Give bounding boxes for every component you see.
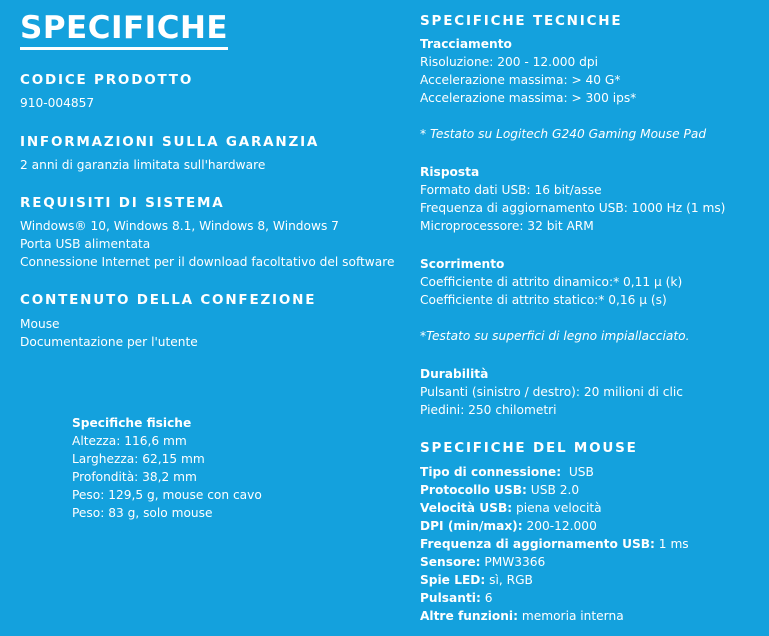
requisiti-line: Windows® 10, Windows 8.1, Windows 8, Windows 7: [20, 219, 339, 233]
scorrimento-note-text: *Testato su superfici di legno impiallacciato.: [420, 329, 690, 343]
mouse-spec-label: Protocollo USB:: [420, 483, 527, 497]
page-title: SPECIFICHE: [20, 10, 228, 46]
mouse-spec-label: Velocità USB:: [420, 501, 513, 515]
mouse-spec-value: PMW3366: [480, 555, 546, 569]
mouse-heading: SPECIFICHE DEL MOUSE: [420, 440, 638, 456]
mouse-spec-value: 1 ms: [654, 537, 689, 551]
mouse-spec-label: Pulsanti:: [420, 591, 481, 605]
mouse-spec-label: Frequenza di aggiornamento USB:: [420, 537, 655, 551]
garanzia-text: 2 anni di garanzia limitata sull'hardware: [20, 158, 266, 172]
mouse-spec-row: [420, 571, 689, 589]
mouse-spec-value: USB: [561, 465, 594, 479]
confezione-list: [20, 315, 198, 351]
tracciamento-line: Accelerazione massima: > 40 G*: [420, 73, 621, 87]
confezione-line: Mouse: [20, 317, 60, 331]
tracciamento-note-text: * Testato su Logitech G240 Gaming Mouse Pad: [420, 127, 707, 141]
mouse-spec-label: Tipo di connessione:: [420, 465, 562, 479]
mouse-spec-value: piena velocità: [512, 501, 602, 515]
mouse-spec-value: 200-12.000: [522, 519, 597, 533]
risposta-line: Microprocessore: 32 bit ARM: [420, 219, 594, 233]
tracciamento-block: [420, 35, 636, 107]
fisiche-heading: Specifiche fisiche: [72, 416, 192, 430]
codice-text: 910-004857: [20, 96, 95, 110]
durabilita-line: Pulsanti (sinistro / destro): 20 milioni di clic: [420, 385, 683, 399]
confezione-heading: CONTENUTO DELLA CONFEZIONE: [20, 292, 317, 308]
fisiche-line: Peso: 129,5 g, mouse con cavo: [72, 488, 262, 502]
mouse-spec-row: [420, 481, 689, 499]
mouse-spec-value: sì, RGB: [485, 573, 533, 587]
requisiti-line: Connessione Internet per il download facoltativo del software: [20, 255, 395, 269]
garanzia-value: [20, 156, 265, 174]
fisiche-line: Peso: 83 g, solo mouse: [72, 506, 213, 520]
mouse-spec-row: [420, 499, 689, 517]
tracciamento-line: Risoluzione: 200 - 12.000 dpi: [420, 55, 598, 69]
fisiche-line: Larghezza: 62,15 mm: [72, 452, 205, 466]
durabilita-line: Piedini: 250 chilometri: [420, 403, 557, 417]
requisiti-line: Porta USB alimentata: [20, 237, 151, 251]
tracciamento-line: Accelerazione massima: > 300 ips*: [420, 91, 637, 105]
scorrimento-heading: Scorrimento: [420, 257, 505, 271]
fisiche-block: [72, 414, 262, 522]
durabilita-block: [420, 365, 683, 419]
scorrimento-block: [420, 255, 682, 309]
scorrimento-line: Coefficiente di attrito dinamico:* 0,11 µ (k): [420, 275, 683, 289]
mouse-spec-row: [420, 463, 689, 481]
codice-value: [20, 94, 94, 112]
confezione-line: Documentazione per l'utente: [20, 335, 198, 349]
tecniche-heading: SPECIFICHE TECNICHE: [420, 13, 623, 29]
mouse-spec-row: [420, 535, 689, 553]
fisiche-line: Profondità: 38,2 mm: [72, 470, 197, 484]
mouse-spec-row: [420, 553, 689, 571]
requisiti-list: [20, 217, 394, 271]
risposta-heading: Risposta: [420, 165, 480, 179]
mouse-spec-row: [420, 589, 689, 607]
mouse-spec-value: memoria interna: [517, 609, 624, 623]
mouse-spec-value: 6: [480, 591, 493, 605]
fisiche-line: Altezza: 116,6 mm: [72, 434, 187, 448]
mouse-spec-row: [420, 607, 689, 625]
durabilita-heading: Durabilità: [420, 367, 489, 381]
mouse-spec-value: USB 2.0: [526, 483, 580, 497]
scorrimento-line: Coefficiente di attrito statico:* 0,16 µ (s): [420, 293, 667, 307]
mouse-spec-label: Sensore:: [420, 555, 481, 569]
codice-heading: CODICE PRODOTTO: [20, 72, 194, 88]
risposta-line: Frequenza di aggiornamento USB: 1000 Hz (1 ms): [420, 201, 726, 215]
risposta-line: Formato dati USB: 16 bit/asse: [420, 183, 602, 197]
mouse-spec-row: [420, 517, 689, 535]
mouse-spec-label: Spie LED:: [420, 573, 486, 587]
risposta-block: [420, 163, 725, 235]
mouse-spec-label: Altre funzioni:: [420, 609, 518, 623]
tracciamento-heading: Tracciamento: [420, 37, 512, 51]
mouse-specs: [420, 463, 689, 625]
mouse-spec-label: DPI (min/max):: [420, 519, 523, 533]
scorrimento-note: [420, 327, 689, 345]
garanzia-heading: INFORMAZIONI SULLA GARANZIA: [20, 134, 320, 150]
requisiti-heading: REQUISITI DI SISTEMA: [20, 195, 225, 211]
tracciamento-note: [420, 125, 706, 143]
